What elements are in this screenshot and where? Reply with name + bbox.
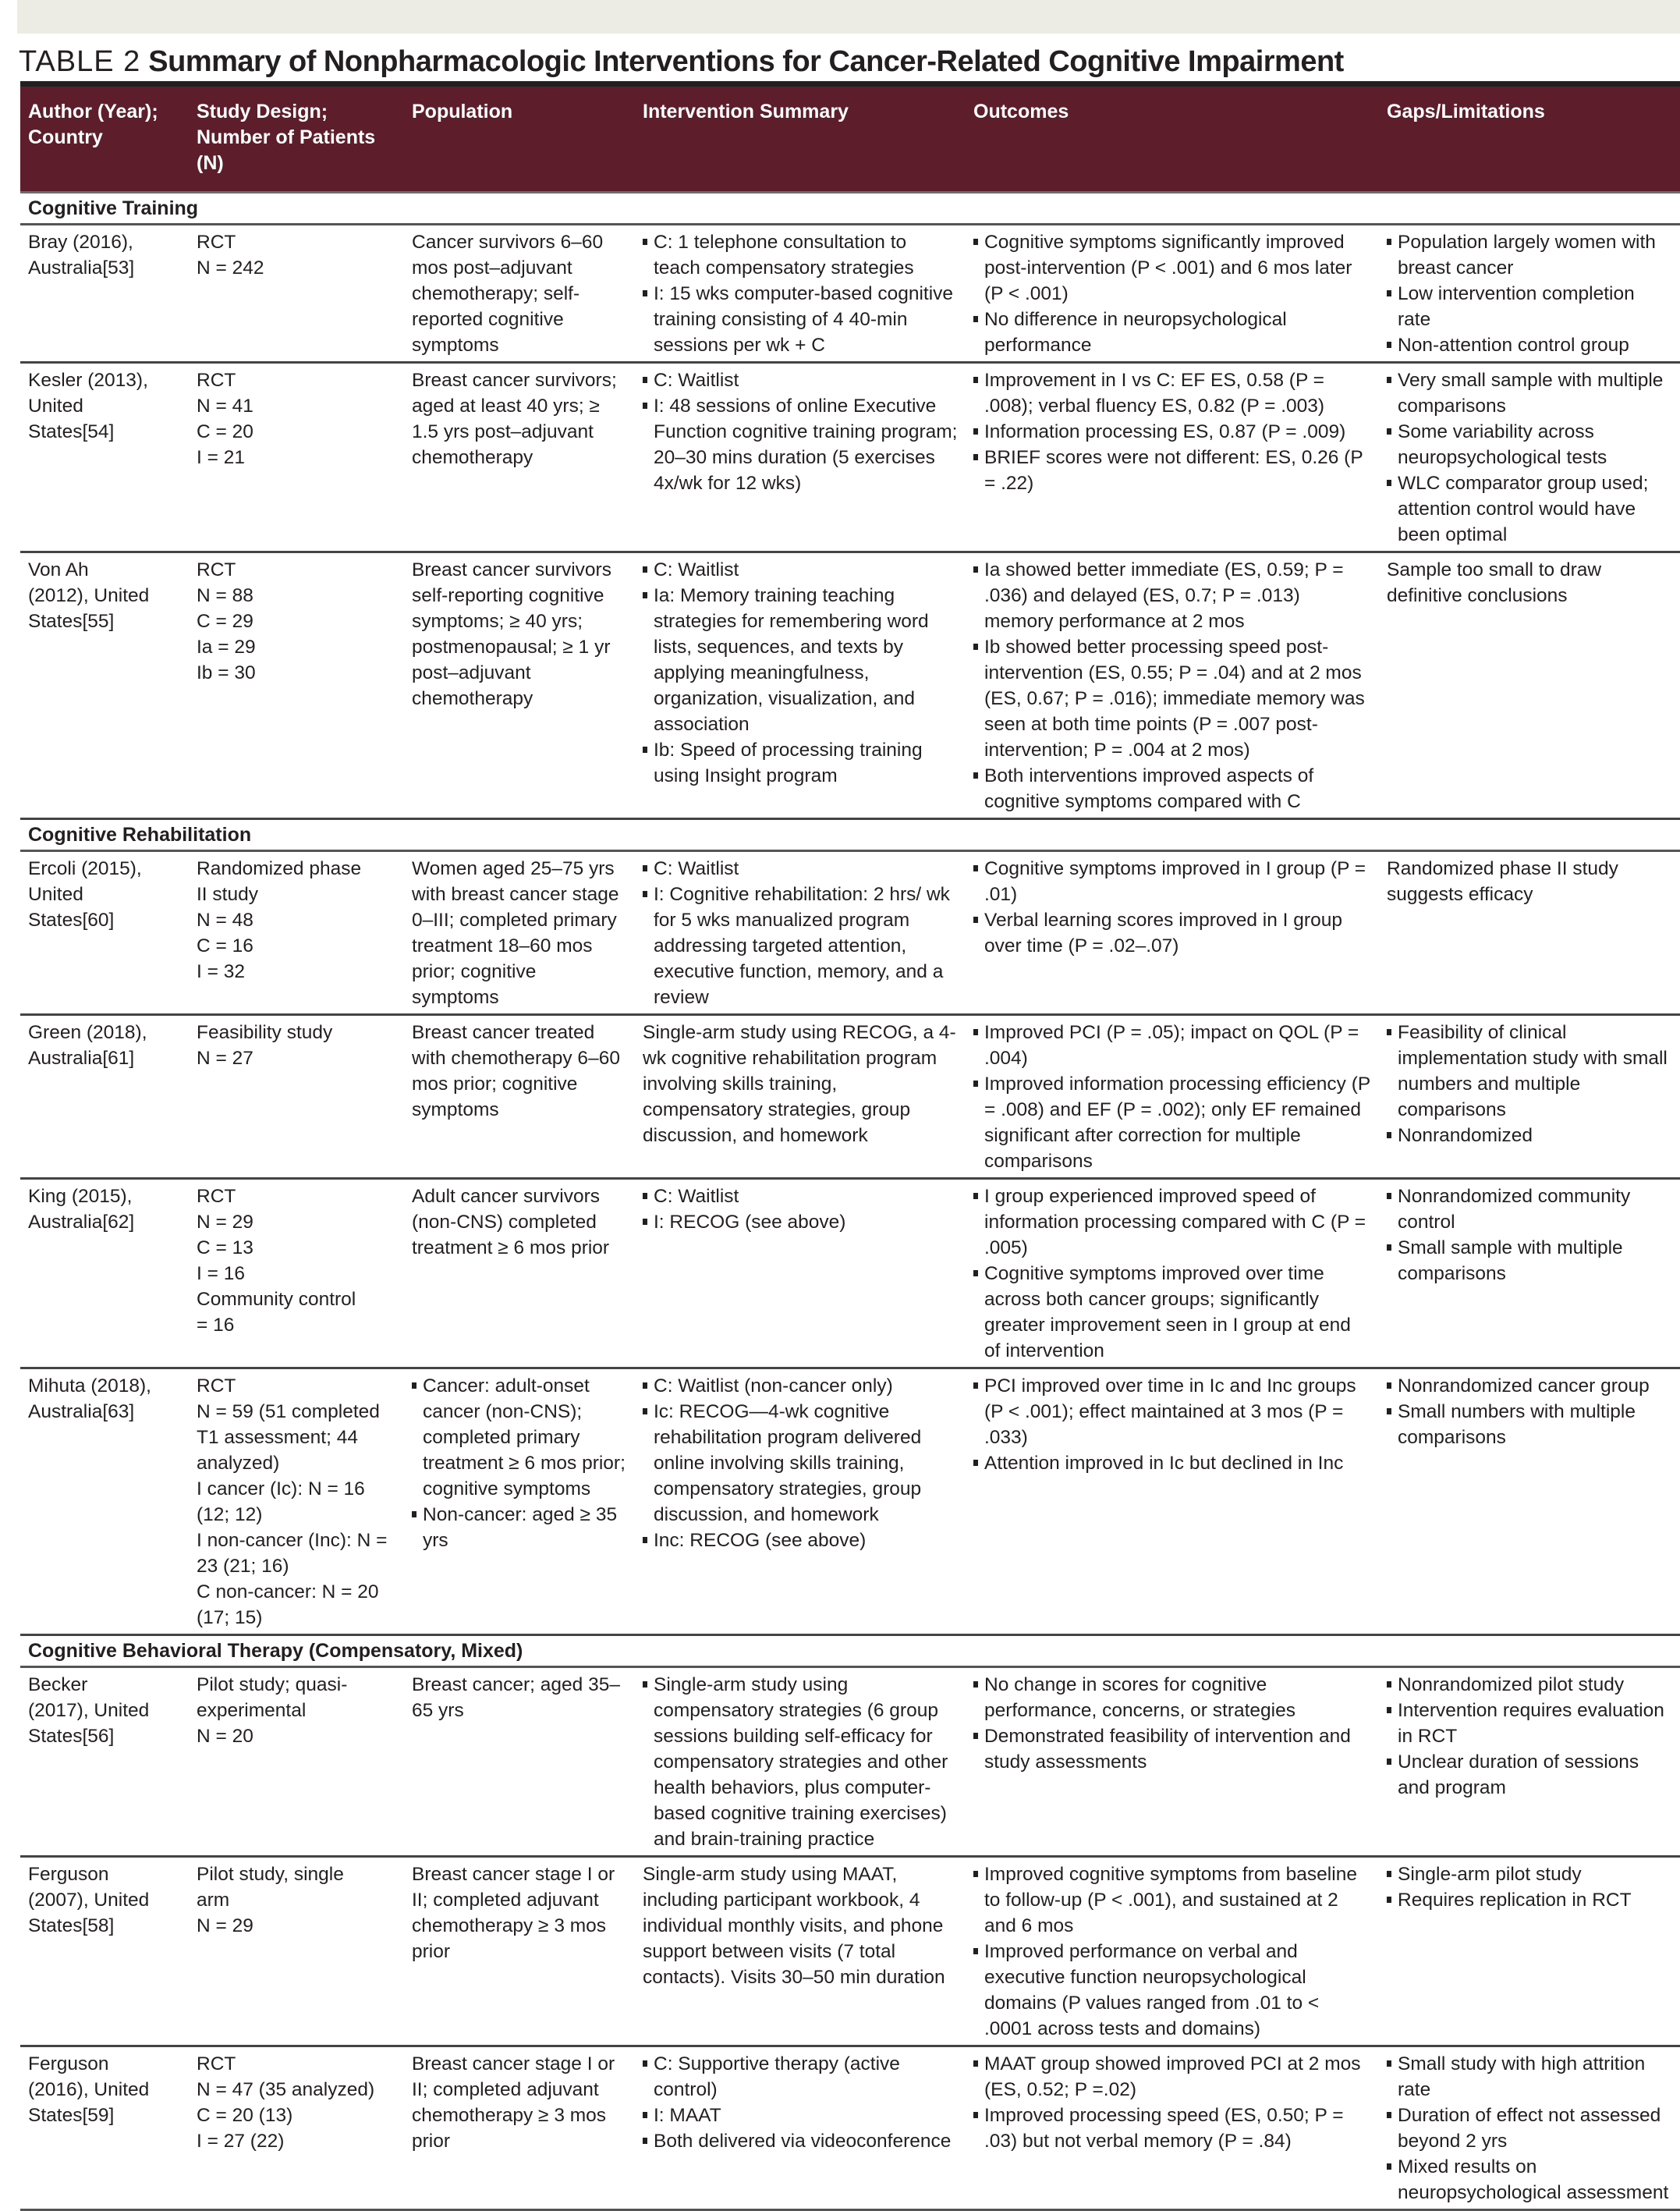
- bullet-item: Unclear duration of sessions and program: [1387, 1749, 1672, 1801]
- bullet-list: [973, 1020, 1371, 1174]
- column-header-author: Author (Year); Country: [28, 101, 158, 148]
- bullet-item: Small study with high attrition rate: [1387, 2051, 1672, 2103]
- bullet-item: Small sample with multiple comparisons: [1387, 1235, 1672, 1286]
- bullet-item: WLC comparator group used; attention control would have been optimal: [1387, 470, 1672, 548]
- cell-author: [20, 1373, 189, 1631]
- bullet-item: I: 15 wks computer-based cognitive training consisting of 4 40-min sessions per wk + C: [643, 281, 958, 358]
- bullet-list: [643, 1184, 958, 1235]
- bullet-item: C: 1 telephone consultation to teach compensatory strategies: [643, 229, 958, 281]
- bullet-item: BRIEF scores were not different: ES, 0.26 (P = .22): [973, 445, 1371, 496]
- cell-intervention: [635, 2051, 966, 2206]
- cell-line: I = 32: [197, 961, 245, 982]
- table-title: [19, 44, 1344, 80]
- cell-population: Breast cancer survivors; aged at least 40 yrs; ≥ 1.5 yrs post–adjuvant chemotherapy: [412, 370, 617, 468]
- table-header: [20, 81, 1680, 193]
- cell-line: Von Ah: [28, 559, 89, 580]
- table-row: [20, 553, 1680, 820]
- cell-line: N = 27: [197, 1048, 253, 1069]
- table-row: [20, 1668, 1680, 1858]
- cell-line: N = 41: [197, 396, 253, 417]
- cell-author: [20, 2051, 189, 2206]
- bullet-list: [1387, 229, 1672, 358]
- cell-line: N = 29: [197, 1212, 253, 1233]
- cell-line: Feasibility study: [197, 1022, 333, 1043]
- bullet-item: Non-attention control group: [1387, 332, 1672, 358]
- bullet-item: Cognitive symptoms significantly improved post-intervention (P < .001) and 6 mos later (P < .001): [973, 229, 1371, 307]
- table-label: TABLE 2: [19, 45, 141, 78]
- cell-line: experimental: [197, 1700, 307, 1721]
- bullet-list: [643, 557, 958, 789]
- table-row: [20, 1016, 1680, 1180]
- bullet-item: I: Cognitive rehabilitation: 2 hrs/ wk for 5 wks manualized program addressing targeted attention, executive function, memory, and a review: [643, 882, 958, 1010]
- section-heading: Cognitive Rehabilitation: [20, 820, 1680, 852]
- table-body: [20, 193, 1680, 2211]
- cell-outcomes: [966, 2051, 1379, 2206]
- bullet-item: I: MAAT: [643, 2103, 958, 2128]
- table-row: [20, 1180, 1680, 1369]
- cell-line: States[60]: [28, 910, 115, 931]
- bullet-item: Verbal learning scores improved in I group over time (P = .02–.07): [973, 907, 1371, 959]
- cell-outcomes: [966, 1373, 1379, 1631]
- cell-line: C = 20 (13): [197, 2105, 293, 2126]
- cell-population: Women aged 25–75 yrs with breast cancer stage 0–III; completed primary treatment 18–60 mos prior; cognitive symptoms: [412, 858, 619, 1008]
- bullet-item: I: 48 sessions of online Executive Function cognitive training program; 20–30 mins duration (5 exercises 4x/wk for 12 wks): [643, 393, 958, 496]
- cell-author: [20, 1861, 189, 2042]
- cell-design: [189, 1020, 404, 1174]
- bullet-list: [643, 367, 958, 496]
- cell-line: United: [28, 396, 83, 417]
- bullet-item: Population largely women with breast cancer: [1387, 229, 1672, 281]
- bullet-list: [1387, 1020, 1672, 1148]
- bullet-item: Inc: RECOG (see above): [643, 1528, 958, 1553]
- table-caption: Summary of Nonpharmacologic Interventions for Cancer-Related Cognitive Impairment: [148, 45, 1344, 78]
- cell-line: N = 59 (51 completed T1 assessment; 44 analyzed): [197, 1401, 380, 1474]
- bullet-list: [1387, 1184, 1672, 1286]
- cell-line: (2017), United: [28, 1700, 150, 1721]
- cell-author: [20, 229, 189, 358]
- cell-line: RCT: [197, 1375, 236, 1397]
- cell-design: [189, 1184, 404, 1364]
- cell-intervention: [635, 1184, 966, 1364]
- bullet-item: Ib: Speed of processing training using Insight program: [643, 737, 958, 789]
- bullet-item: Cognitive symptoms improved over time across both cancer groups; significantly greater improvement seen in I group at end of intervention: [973, 1261, 1371, 1364]
- bullet-item: Non-cancer: aged ≥ 35 yrs: [412, 1502, 627, 1553]
- cell-line: C = 13: [197, 1237, 253, 1258]
- cell-gaps: [1379, 1373, 1680, 1631]
- cell-design: [189, 1373, 404, 1631]
- cell-line: RCT: [197, 1186, 236, 1207]
- cell-intervention: Single-arm study using MAAT, including participant workbook, 4 individual monthly visits, and phone support between visits (7 total contacts). Visits 30–50 min duration: [643, 1864, 945, 1988]
- bullet-item: Small numbers with multiple comparisons: [1387, 1399, 1672, 1450]
- cell-population: Breast cancer stage I or II; completed adjuvant chemotherapy ≥ 3 mos prior: [412, 1864, 615, 1962]
- bullet-item: Ic: RECOG—4-wk cognitive rehabilitation program delivered online involving skills training, compensatory strategies, group discussion, and homework: [643, 1399, 958, 1528]
- bullet-item: Cancer: adult-onset cancer (non-CNS); completed primary treatment ≥ 6 mos prior; cognitive symptoms: [412, 1373, 627, 1502]
- table-row: [20, 364, 1680, 553]
- cell-outcomes: [966, 1672, 1379, 1852]
- cell-line: Ercoli (2015),: [28, 858, 142, 879]
- cell-line: I = 16: [197, 1263, 245, 1284]
- bullet-list: [973, 229, 1371, 358]
- bullet-item: Cognitive symptoms improved in I group (P = .01): [973, 856, 1371, 907]
- cell-line: Australia[62]: [28, 1212, 135, 1233]
- bullet-list: [643, 2051, 958, 2154]
- cell-outcomes: [966, 856, 1379, 1010]
- cell-design: [189, 856, 404, 1010]
- cell-line: (2012), United: [28, 585, 150, 606]
- cell-line: Australia[63]: [28, 1401, 135, 1422]
- cell-line: N = 29: [197, 1915, 253, 1936]
- cell-line: Australia[61]: [28, 1048, 135, 1069]
- bullet-list: [1387, 1861, 1672, 1913]
- bullet-item: Improved processing speed (ES, 0.50; P = .03) but not verbal memory (P = .84): [973, 2103, 1371, 2154]
- cell-population: Adult cancer survivors (non-CNS) completed treatment ≥ 6 mos prior: [412, 1186, 610, 1258]
- table-row: [20, 2047, 1680, 2211]
- cell-line: Ib = 30: [197, 662, 256, 683]
- cell-gaps: [1379, 1672, 1680, 1852]
- cell-design: [189, 367, 404, 548]
- cell-line: C = 16: [197, 935, 253, 956]
- cell-line: States[59]: [28, 2105, 115, 2126]
- cell-line: N = 242: [197, 257, 264, 279]
- cell-population: [404, 1373, 635, 1631]
- bullet-list: [973, 1373, 1371, 1476]
- cell-line: States[58]: [28, 1915, 115, 1936]
- cell-line: I = 27 (22): [197, 2131, 285, 2152]
- bullet-list: [643, 1672, 958, 1852]
- cell-intervention: Single-arm study using RECOG, a 4-wk cognitive rehabilitation program involving skills training, compensatory strategies, group discussion, and homework: [643, 1022, 956, 1146]
- bullet-item: Both delivered via videoconference: [643, 2128, 958, 2154]
- cell-design: [189, 229, 404, 358]
- bullet-item: I group experienced improved speed of information processing compared with C (P = .005): [973, 1184, 1371, 1261]
- table-row: [20, 852, 1680, 1016]
- bullet-list: [643, 229, 958, 358]
- cell-population: Breast cancer treated with chemotherapy 6–60 mos prior; cognitive symptoms: [412, 1022, 620, 1120]
- table-row: [20, 1858, 1680, 2047]
- cell-line: Kesler (2013),: [28, 370, 148, 391]
- cell-design: [189, 1672, 404, 1852]
- cell-line: Pilot study, single: [197, 1864, 344, 1885]
- bullet-list: [973, 856, 1371, 959]
- bullet-list: [643, 856, 958, 1010]
- cell-population: Breast cancer; aged 35–65 yrs: [412, 1674, 620, 1721]
- bullet-item: No change in scores for cognitive performance, concerns, or strategies: [973, 1672, 1371, 1723]
- cell-outcomes: [966, 367, 1379, 548]
- cell-line: States[54]: [28, 421, 115, 442]
- bullet-item: Improved performance on verbal and executive function neuropsychological domains (P values ranged from .01 to < .0001 across tests and domains): [973, 1939, 1371, 2042]
- bullet-item: Requires replication in RCT: [1387, 1887, 1672, 1913]
- cell-gaps: [1379, 1020, 1680, 1174]
- bullet-item: Duration of effect not assessed beyond 2 yrs: [1387, 2103, 1672, 2154]
- cell-line: Randomized phase: [197, 858, 362, 879]
- cell-design: [189, 2051, 404, 2206]
- column-header-population: Population: [412, 101, 513, 122]
- cell-line: arm: [197, 1890, 230, 1911]
- bullet-item: Demonstrated feasibility of intervention and study assessments: [973, 1723, 1371, 1775]
- cell-gaps: [1379, 1861, 1680, 2042]
- cell-population: Cancer survivors 6–60 mos post–adjuvant chemotherapy; self-reported cognitive symptoms: [412, 232, 604, 356]
- cell-author: [20, 367, 189, 548]
- cell-outcomes: [966, 557, 1379, 814]
- section-heading: Cognitive Behavioral Therapy (Compensatory, Mixed): [20, 1636, 1680, 1668]
- bullet-item: C: Waitlist: [643, 1184, 958, 1209]
- cell-line: Pilot study; quasi-: [197, 1674, 348, 1695]
- bullet-item: Feasibility of clinical implementation study with small numbers and multiple comparisons: [1387, 1020, 1672, 1123]
- bullet-item: C: Waitlist: [643, 367, 958, 393]
- bullet-item: Single-arm pilot study: [1387, 1861, 1672, 1887]
- bullet-list: [412, 1373, 627, 1553]
- cell-line: = 16: [197, 1315, 235, 1336]
- cell-author: [20, 1184, 189, 1364]
- bullet-list: [973, 1861, 1371, 2042]
- table-row: [20, 1369, 1680, 1636]
- cell-design: [189, 1861, 404, 2042]
- bullet-item: Improved information processing efficiency (P = .008) and EF (P = .002); only EF remained significant after correction for multiple comparisons: [973, 1071, 1371, 1174]
- cell-gaps: Sample too small to draw definitive conclusions: [1387, 559, 1602, 606]
- cell-gaps: Randomized phase II study suggests efficacy: [1387, 858, 1618, 905]
- cell-intervention: [635, 856, 966, 1010]
- bullet-item: Improved cognitive symptoms from baseline to follow-up (P < .001), and sustained at 2 and 6 mos: [973, 1861, 1371, 1939]
- column-header-design: Study Design; Number of Patients (N): [197, 101, 376, 174]
- cell-line: N = 48: [197, 910, 253, 931]
- cell-line: Becker: [28, 1674, 88, 1695]
- bullet-item: Very small sample with multiple comparisons: [1387, 367, 1672, 419]
- column-header-outcomes: Outcomes: [973, 101, 1069, 122]
- cell-intervention: [635, 367, 966, 548]
- bullet-item: MAAT group showed improved PCI at 2 mos (ES, 0.52; P =.02): [973, 2051, 1371, 2103]
- bullet-item: No difference in neuropsychological performance: [973, 307, 1371, 358]
- bullet-item: PCI improved over time in Ic and Inc groups (P < .001); effect maintained at 3 mos (P = .033): [973, 1373, 1371, 1450]
- cell-line: Ferguson: [28, 1864, 109, 1885]
- cell-gaps: [1379, 229, 1680, 358]
- bullet-item: Mixed results on neuropsychological assessment: [1387, 2154, 1672, 2206]
- bullet-item: C: Waitlist (non-cancer only): [643, 1373, 958, 1399]
- bullet-item: Single-arm study using compensatory strategies (6 group sessions building self-efficacy for compensatory strategies and other health behaviors, plus computer-based cognitive training exercises) and brain-training practice: [643, 1672, 958, 1852]
- cell-line: I non-cancer (Inc): N = 23 (21; 16): [197, 1530, 388, 1577]
- interventions-table: [20, 81, 1680, 2211]
- cell-line: C = 20: [197, 421, 253, 442]
- column-header-gaps: Gaps/Limitations: [1387, 101, 1545, 122]
- bullet-item: Improvement in I vs C: EF ES, 0.58 (P = .008); verbal fluency ES, 0.82 (P = .003): [973, 367, 1371, 419]
- cell-line: C non-cancer: N = 20 (17; 15): [197, 1581, 379, 1628]
- bullet-item: Ia showed better immediate (ES, 0.59; P = .036) and delayed (ES, 0.7; P = .013) memory performance at 2 mos: [973, 557, 1371, 634]
- bullet-item: Both interventions improved aspects of cognitive symptoms compared with C: [973, 763, 1371, 814]
- cell-line: King (2015),: [28, 1186, 133, 1207]
- cell-author: [20, 856, 189, 1010]
- bullet-item: Improved PCI (P = .05); impact on QOL (P = .004): [973, 1020, 1371, 1071]
- cell-line: RCT: [197, 232, 236, 253]
- cell-population: Breast cancer survivors self-reporting cognitive symptoms; ≥ 40 yrs; postmenopausal; ≥ 1 yr post–adjuvant chemotherapy: [412, 559, 611, 709]
- bullet-list: [973, 2051, 1371, 2154]
- cell-line: N = 20: [197, 1726, 253, 1747]
- cell-line: Mihuta (2018),: [28, 1375, 151, 1397]
- cell-line: (2016), United: [28, 2079, 150, 2100]
- cell-intervention: [635, 1672, 966, 1852]
- cell-line: RCT: [197, 370, 236, 391]
- cell-line: Australia[53]: [28, 257, 135, 279]
- bullet-list: [973, 557, 1371, 814]
- cell-author: [20, 1020, 189, 1174]
- cell-design: [189, 557, 404, 814]
- bullet-item: Low intervention completion rate: [1387, 281, 1672, 332]
- section-heading: Cognitive Training: [20, 193, 1680, 225]
- cell-line: RCT: [197, 559, 236, 580]
- cell-line: N = 88: [197, 585, 253, 606]
- cell-intervention: [635, 229, 966, 358]
- bullet-item: C: Waitlist: [643, 557, 958, 583]
- cell-line: Bray (2016),: [28, 232, 133, 253]
- cell-line: N = 47 (35 analyzed): [197, 2079, 375, 2100]
- cell-outcomes: [966, 229, 1379, 358]
- cell-line: (2007), United: [28, 1890, 150, 1911]
- bullet-item: Ib showed better processing speed post-intervention (ES, 0.55; P = .04) and at 2 mos (ES, 0.67; P = .016); immediate memory was seen at both time points (P = .007 post-intervention; P = .004 at 2 mos): [973, 634, 1371, 763]
- column-header-intervention: Intervention Summary: [643, 101, 849, 122]
- bullet-item: Some variability across neuropsychological tests: [1387, 419, 1672, 470]
- bullet-list: [1387, 367, 1672, 548]
- bullet-list: [973, 367, 1371, 496]
- bullet-list: [1387, 1672, 1672, 1801]
- bullet-item: Nonrandomized pilot study: [1387, 1672, 1672, 1698]
- cell-line: Community control: [197, 1289, 356, 1310]
- bullet-item: Ia: Memory training teaching strategies for remembering word lists, sequences, and texts by applying meaningfulness, organization, visualization, and association: [643, 583, 958, 737]
- bullet-list: [973, 1184, 1371, 1364]
- cell-gaps: [1379, 367, 1680, 548]
- cell-line: States[55]: [28, 611, 115, 632]
- cell-line: I cancer (Ic): N = 16 (12; 12): [197, 1478, 365, 1525]
- bullet-item: I: RECOG (see above): [643, 1209, 958, 1235]
- cell-gaps: [1379, 1184, 1680, 1364]
- cell-line: I = 21: [197, 447, 245, 468]
- cell-outcomes: [966, 1020, 1379, 1174]
- bullet-item: Nonrandomized: [1387, 1123, 1672, 1148]
- bullet-list: [643, 1373, 958, 1553]
- bullet-list: [1387, 2051, 1672, 2206]
- bullet-list: [973, 1672, 1371, 1775]
- bullet-item: C: Waitlist: [643, 856, 958, 882]
- top-band: [17, 0, 1680, 34]
- bullet-item: Nonrandomized cancer group: [1387, 1373, 1672, 1399]
- cell-author: [20, 557, 189, 814]
- bullet-item: Intervention requires evaluation in RCT: [1387, 1698, 1672, 1749]
- cell-line: RCT: [197, 2053, 236, 2074]
- cell-line: Ia = 29: [197, 637, 256, 658]
- bullet-item: Nonrandomized community control: [1387, 1184, 1672, 1235]
- bullet-item: C: Supportive therapy (active control): [643, 2051, 958, 2103]
- cell-intervention: [635, 1373, 966, 1631]
- cell-line: States[56]: [28, 1726, 115, 1747]
- cell-outcomes: [966, 1861, 1379, 2042]
- cell-intervention: [635, 557, 966, 814]
- cell-line: United: [28, 884, 83, 905]
- cell-line: Green (2018),: [28, 1022, 147, 1043]
- cell-line: C = 29: [197, 611, 253, 632]
- bullet-item: Attention improved in Ic but declined in Inc: [973, 1450, 1371, 1476]
- bullet-item: Information processing ES, 0.87 (P = .009): [973, 419, 1371, 445]
- cell-line: II study: [197, 884, 258, 905]
- bullet-list: [1387, 1373, 1672, 1450]
- cell-author: [20, 1672, 189, 1852]
- cell-outcomes: [966, 1184, 1379, 1364]
- cell-gaps: [1379, 2051, 1680, 2206]
- cell-line: Ferguson: [28, 2053, 109, 2074]
- cell-population: Breast cancer stage I or II; completed adjuvant chemotherapy ≥ 3 mos prior: [412, 2053, 615, 2152]
- table-row: [20, 225, 1680, 364]
